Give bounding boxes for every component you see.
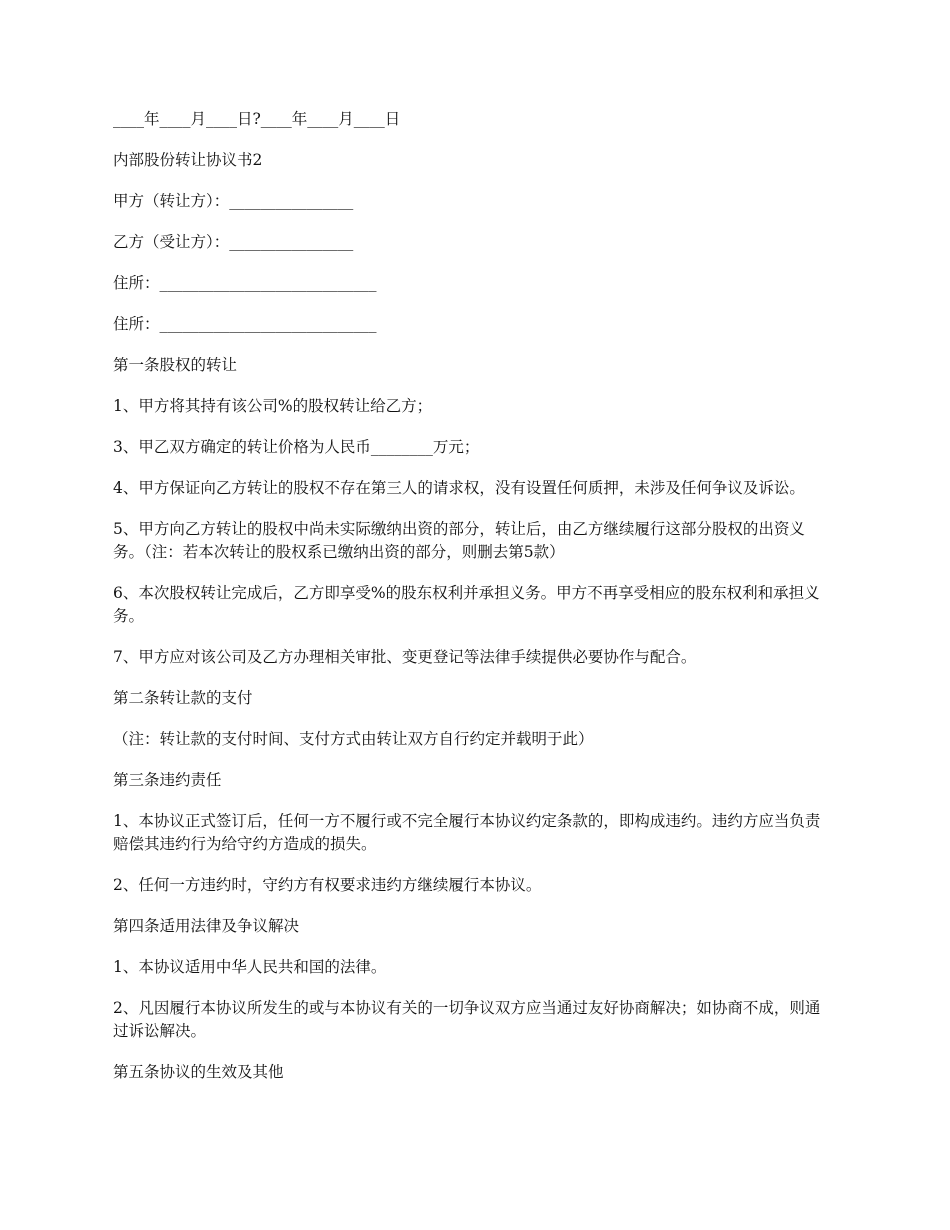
section-heading-4: 第四条适用法律及争议解决 <box>113 917 300 935</box>
clause-3-2: 2、任何一方违约时，守约方有权要求违约方继续履行本协议。 <box>113 876 542 894</box>
clause-1-4: 4、甲方保证向乙方转让的股权不存在第三人的请求权，没有设置任何质押，未涉及任何争议及诉讼。 <box>113 479 805 497</box>
clause-1-5: 5、甲方向乙方转让的股权中尚未实际缴纳出资的部分，转让后，由乙方继续履行这部分股权的出资义务。（注：若本次转让的股权系已缴纳出资的部分，则删去第5款） <box>113 520 805 561</box>
clause-1-7: 7、甲方应对该公司及乙方办理相关审批、变更登记等法律手续提供必要协作与配合。 <box>113 648 697 666</box>
document-title: 内部股份转让协议书2 <box>113 151 263 169</box>
clause-3-1: 1、本协议正式签订后，任何一方不履行或不完全履行本协议约定条款的，即构成违约。违约方应当负责赔偿其违约行为给守约方造成的损失。 <box>113 812 821 853</box>
clause-1-3: 3、甲乙双方确定的转让价格为人民币________万元； <box>113 438 480 456</box>
party-b-line: 乙方（受让方）：________________ <box>113 233 354 251</box>
section-heading-1: 第一条股权的转让 <box>113 356 238 374</box>
address-line-b: 住所：____________________________ <box>113 315 377 333</box>
clause-4-1: 1、本协议适用中华人民共和国的法律。 <box>113 958 387 976</box>
clause-4-2: 2、凡因履行本协议所发生的或与本协议有关的一切争议双方应当通过友好协商解决；如协商不成，则通过诉讼解决。 <box>113 999 821 1040</box>
section-heading-3: 第三条违约责任 <box>113 771 222 789</box>
payment-note: （注：转让款的支付时间、支付方式由转让双方自行约定并载明于此） <box>113 730 594 748</box>
address-line-a: 住所：____________________________ <box>113 274 377 292</box>
section-heading-5: 第五条协议的生效及其他 <box>113 1063 284 1081</box>
section-heading-2: 第二条转让款的支付 <box>113 689 253 707</box>
party-a-line: 甲方（转让方）：________________ <box>113 192 354 210</box>
document-page <box>113 108 835 1102</box>
date-line: ____年____月____日?____年____月____日 <box>113 110 401 128</box>
clause-1-1: 1、甲方将其持有该公司%的股权转让给乙方； <box>113 397 433 415</box>
clause-1-6: 6、本次股权转让完成后，乙方即享受%的股东权利并承担义务。甲方不再享受相应的股东权利和承担义务。 <box>113 584 820 625</box>
